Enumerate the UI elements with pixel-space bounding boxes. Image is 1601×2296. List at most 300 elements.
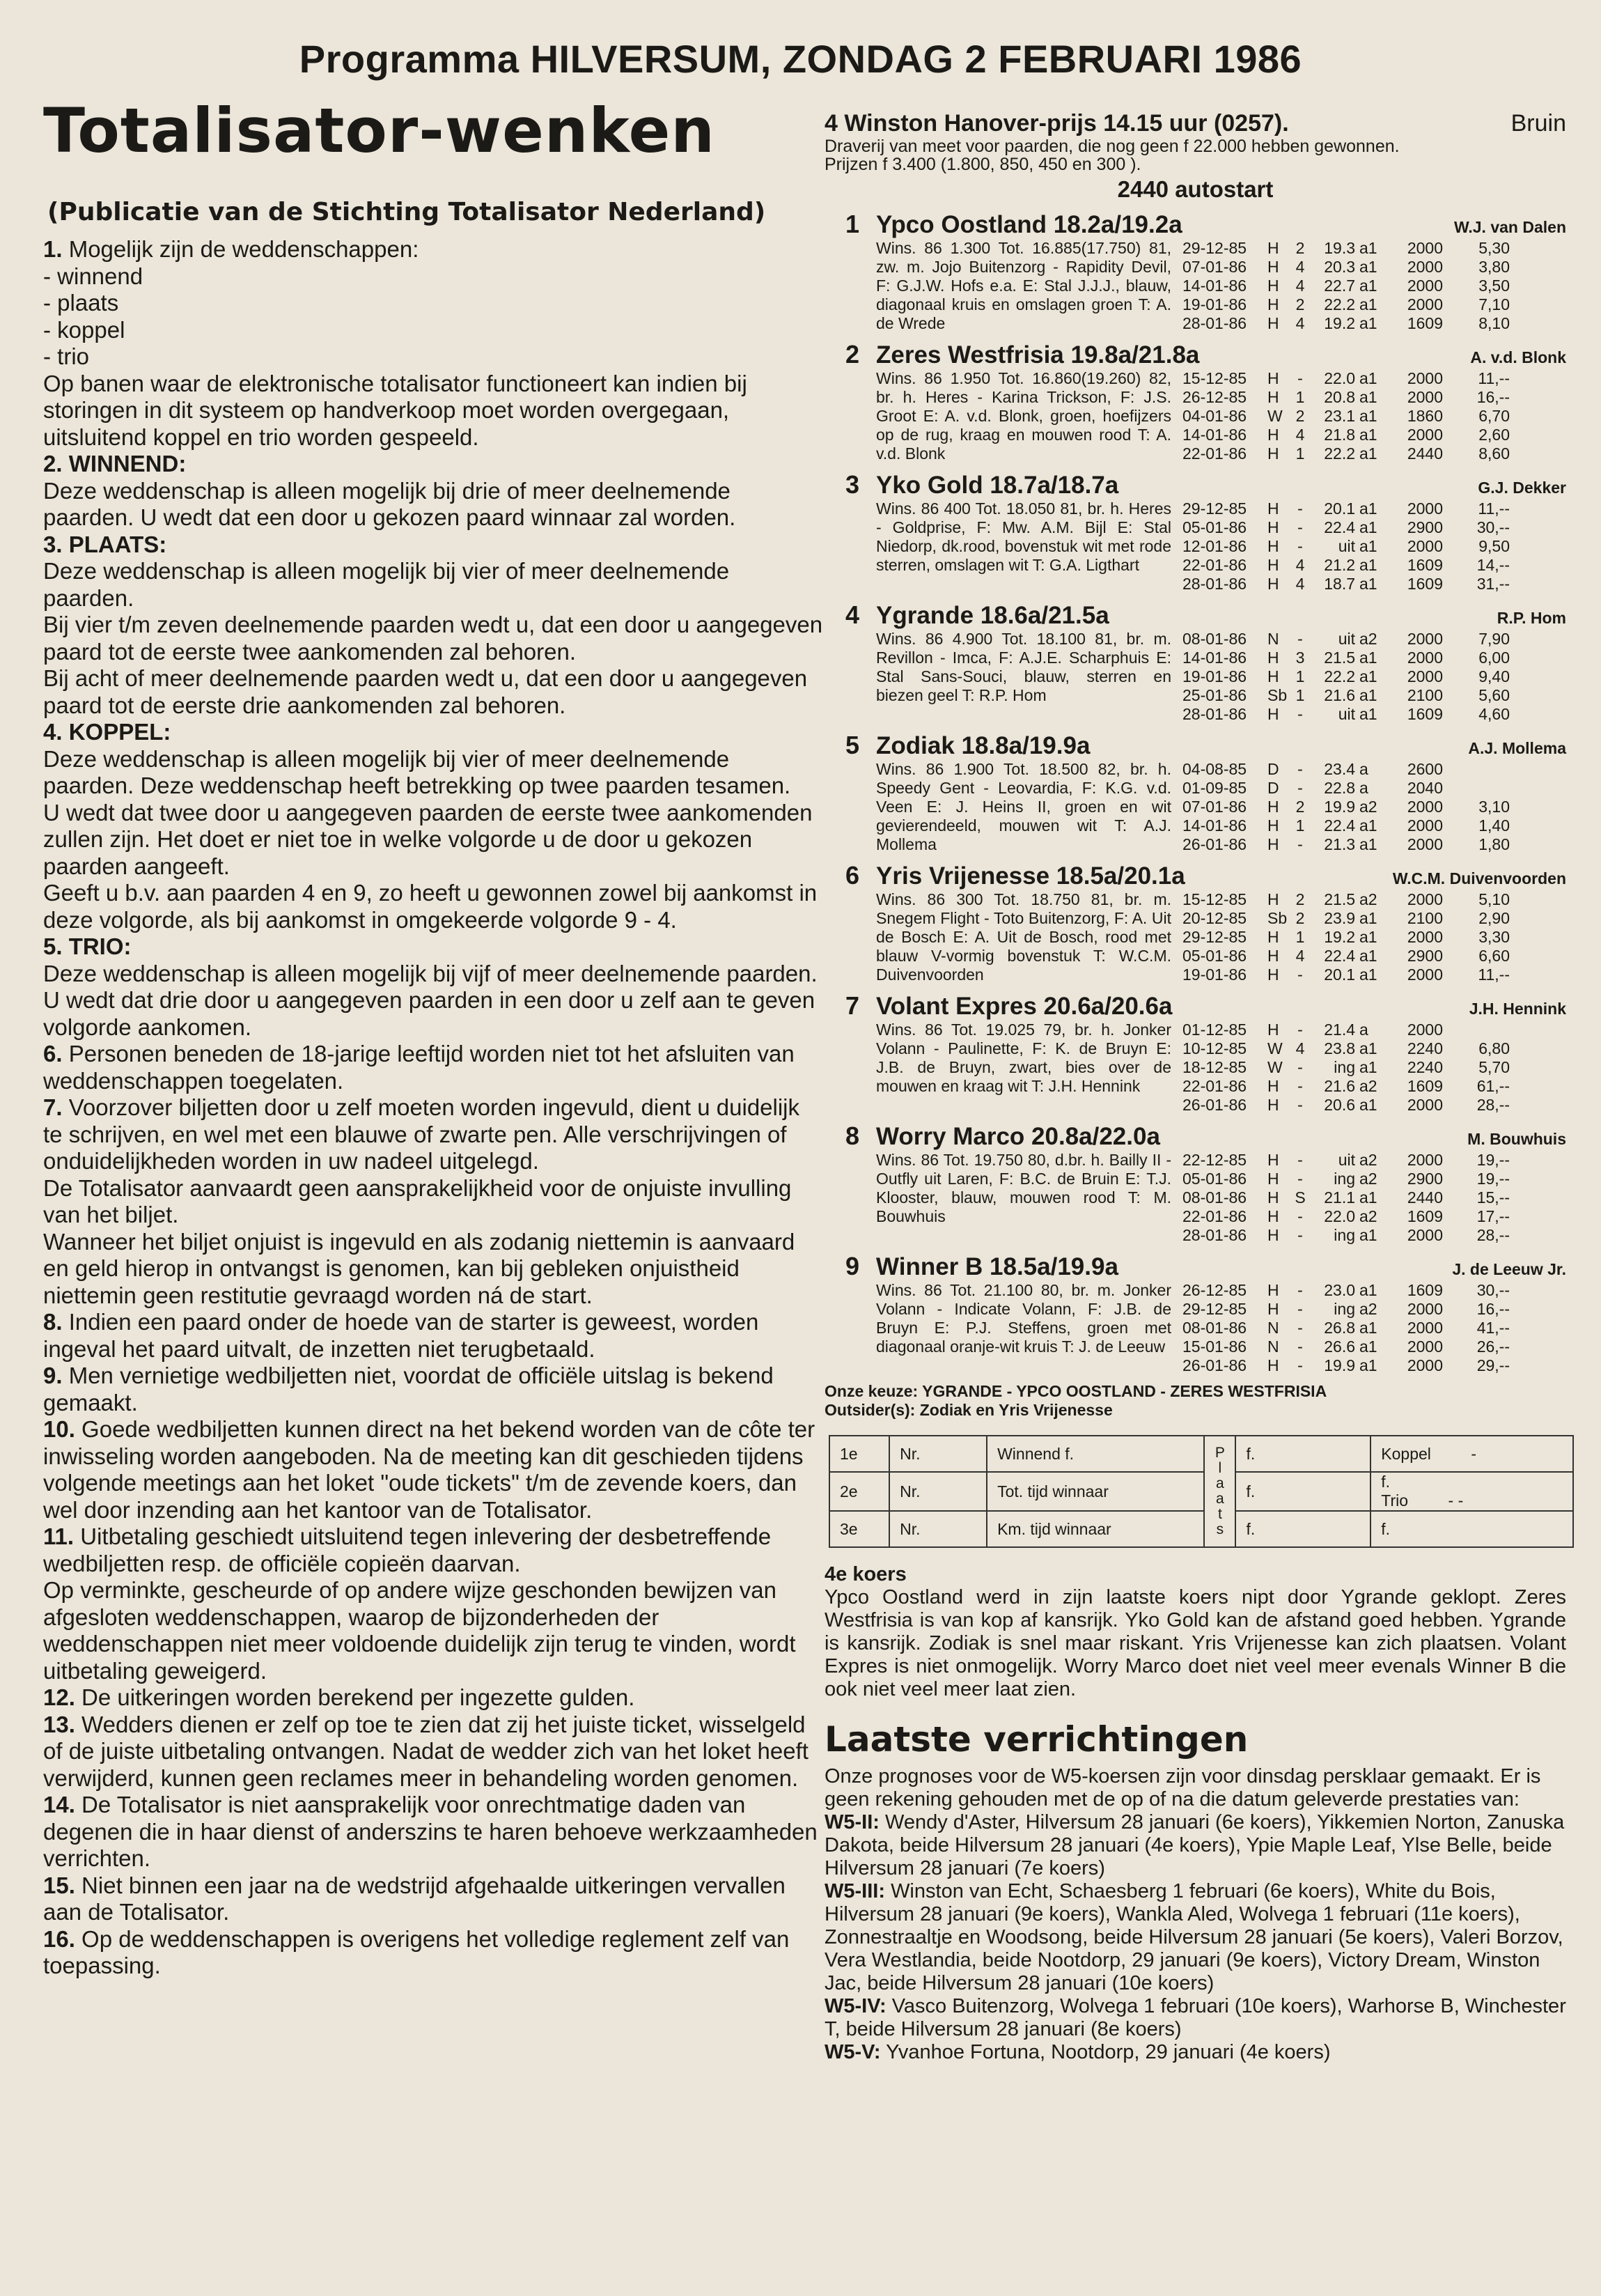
horse-trainer: W.C.M. Duivenvoorden [1392,869,1566,887]
perf-distance: 2000 [1407,388,1443,406]
horse-head [825,1252,1566,1281]
perf-odds: 6,00 [1478,649,1510,667]
rule-number: 11. [43,1523,75,1550]
race-analysis-heading: 4e koers [825,1563,907,1585]
perf-position: 2 [1295,239,1305,257]
perf-position: - [1297,1226,1303,1244]
perf-position: 4 [1295,426,1305,444]
plaats-letters: P l a a t s [1215,1445,1225,1537]
perf-odds: 11,-- [1478,369,1510,387]
performance-row [1182,426,1566,444]
w5-iv [825,1995,1566,2041]
perf-track: H [1267,1356,1279,1374]
perf-odds: 29,-- [1476,1356,1510,1374]
horse-number: 5 [845,731,860,759]
perf-position: - [1297,369,1303,387]
horse-name: Yris Vrijenesse 18.5a/20.1a [876,862,1185,890]
perf-start: a1 [1359,314,1377,332]
tot-tijd-cell: Tot. tijd winnaar [987,1472,1204,1511]
perf-date: 05-01-86 [1182,1170,1247,1188]
perf-position: 4 [1295,314,1305,332]
perf-odds: 1,80 [1478,835,1510,853]
race-header [825,110,1566,137]
perf-start: a1 [1359,1058,1377,1076]
performance-row [1182,258,1566,277]
rule-text: Mogelijk zijn de weddenschappen: [68,236,419,263]
perf-track: Sb [1267,686,1288,704]
perf-position: - [1297,1356,1303,1374]
perf-start: a1 [1359,499,1377,518]
rule-15 [43,1872,823,1926]
perf-position: 2 [1295,890,1305,908]
totalisator-title: Totalisator-wenken [43,95,715,166]
horse-number: 9 [845,1252,860,1280]
perf-start: a1 [1359,518,1377,536]
perf-start: a2 [1359,890,1377,908]
perf-time: 18.7 [1324,575,1355,593]
performance-row [1182,1170,1566,1188]
horse-head [825,470,1566,499]
w5-text: Winston van Echt, Schaesberg 1 februari (6e koers), White du Bois, Hilversum 28 januari (9e koers), Wankla Aled, Wolvega 1 februari (11e koers), Zonnestraaltje en Woodsong, beide Hilversum 28 januari (5e koers), Valeri Borzov, Vera Westlandia, beide Nootdorp, 29 januari (9e koers), Victory Dream, Winston Jac, beide Hilversum 28 januari (10e koers) [825,1880,1563,1994]
perf-track: H [1267,499,1279,518]
perf-track: H [1267,705,1279,723]
perf-time: 21.8 [1324,426,1355,444]
perf-odds: 41,-- [1476,1319,1510,1337]
perf-odds: 16,-- [1476,388,1510,406]
performance-row [1182,1319,1566,1337]
perf-time: 21.6 [1324,686,1355,704]
perf-track: H [1267,258,1279,276]
perf-start: a1 [1359,1356,1377,1374]
perf-start: a1 [1359,1188,1377,1207]
rule-number: 7. [43,1094,63,1121]
perf-time: 26.6 [1324,1337,1355,1356]
perf-track: H [1267,1096,1279,1114]
perf-position: 1 [1295,388,1305,406]
rule-text: De Totalisator is niet aansprakelijk voor onrechtmatige daden van degenen die in haar dienst of anderszins te haren behoeve werkzaamheden verrichten. [43,1792,818,1872]
perf-date: 07-01-86 [1182,258,1247,276]
horse-pedigree: Wins. 86 300 Tot. 18.750 81, br. m. Snegem Flight - Toto Buitenzorg, F: A. Uit de Bosch E: A. Uit de Bosch, rood met blauw V-vormig bovenstuk T: W.C.M. Duivenvoorden [876,890,1171,984]
perf-time: 22.4 [1324,947,1355,965]
perf-track: H [1267,649,1279,667]
perf-date: 07-01-86 [1182,798,1247,816]
rule-number: 6. [43,1041,63,1067]
rule-number: 12. [43,1684,75,1711]
perf-position: 4 [1295,277,1305,295]
perf-track: D [1267,779,1279,797]
our-choice: Onze keuze: YGRANDE - YPCO OOSTLAND - ZERES WESTFRISIA [825,1382,1327,1400]
rule-3-text: Bij vier t/m zeven deelnemende paarden wedt u, dat een door u aangegeven paard tot de eerste twee aankomenden zal behoren. [43,612,823,665]
perf-start: a1 [1359,909,1377,927]
perf-date: 22-01-86 [1182,1077,1247,1095]
perf-odds: 6,80 [1478,1039,1510,1057]
performance-row [1182,1077,1566,1096]
perf-time: 19.9 [1324,1356,1355,1374]
result-table [829,1435,1574,1548]
performance-row [1182,816,1566,835]
perf-date: 26-01-86 [1182,835,1247,853]
perf-date: 05-01-86 [1182,518,1247,536]
perf-odds: 2,60 [1478,426,1510,444]
performance-row [1182,835,1566,854]
horse-head [825,210,1566,239]
perf-date: 25-01-86 [1182,686,1247,704]
performance-row [1182,779,1566,798]
perf-date: 28-01-86 [1182,1226,1247,1244]
race-analysis-text: Ypco Oostland werd in zijn laatste koers nipt door Ygrande geklopt. Zeres Westfrisia is van kop af kansrijk. Yko Gold kan de afstand goed hebben. Ygrande is kansrijk. Zodiak is snel maar riskant. Yris Vrijenesse kan zich plaatsen. Volant Expres is niet onmogelijk. Worry Marco doet niet veel meer evenals Winner B die ook niet veel meer laat zien. [825,1586,1566,1700]
perf-time: uit [1338,537,1355,555]
horse-entry [825,731,1566,854]
perf-distance: 2240 [1407,1039,1443,1057]
perf-track: H [1267,556,1279,574]
perf-track: H [1267,426,1279,444]
horse-name: Ypco Oostland 18.2a/19.2a [876,211,1182,238]
perf-time: 19.2 [1324,928,1355,946]
rule-number: 16. [43,1925,75,1952]
rule-1-extra: Op banen waar de elektronische totalisator functioneert kan indien bij storingen in dit systeem op handverkoop moet worden overgegaan, uitsluitend koppel en trio worden gespeeld. [43,370,747,450]
perf-track: H [1267,947,1279,965]
plaats-f-cell: f. [1235,1511,1370,1547]
left-column [43,95,823,1980]
perf-distance: 2000 [1407,630,1443,648]
perf-time: 20.3 [1324,258,1355,276]
perf-position: - [1297,1319,1303,1337]
perf-distance: 2440 [1407,444,1443,463]
horse-entry [825,861,1566,984]
performance-row [1182,1096,1566,1115]
perf-track: H [1267,928,1279,946]
perf-start: a1 [1359,928,1377,946]
race-distance: 2440 autostart [1117,176,1274,202]
perf-position: - [1297,1207,1303,1225]
perf-start: a1 [1359,369,1377,387]
perf-position: 1 [1295,816,1305,835]
w5-v [825,2041,1566,2064]
rule-3-heading: 3. PLAATS: [43,531,167,557]
perf-date: 19-01-86 [1182,965,1247,984]
perf-start: a1 [1359,444,1377,463]
perf-time: 21.4 [1324,1021,1355,1039]
rule-12 [43,1684,823,1712]
perf-position: - [1297,499,1303,518]
horse-trainer: J. de Leeuw Jr. [1452,1260,1566,1278]
perf-distance: 2000 [1407,1356,1443,1374]
perf-position: 1 [1295,928,1305,946]
perf-time: uit [1338,1151,1355,1169]
perf-odds: 5,30 [1478,239,1510,257]
perf-date: 28-01-86 [1182,314,1247,332]
performance-row [1182,1207,1566,1226]
perf-time: 19.3 [1324,239,1355,257]
perf-track: D [1267,760,1279,778]
rule-14 [43,1792,823,1872]
koppel-f: f. [1381,1473,1391,1491]
perf-distance: 2600 [1407,760,1443,778]
horse-body [876,1281,1566,1375]
laatste-title: Laatste verrichtingen [825,1719,1249,1760]
perf-odds: 11,-- [1478,499,1510,518]
perf-position: - [1297,518,1303,536]
perf-distance: 2000 [1407,499,1443,518]
perf-distance: 2000 [1407,277,1443,295]
perf-date: 01-12-85 [1182,1021,1247,1039]
performance-row [1182,314,1566,333]
perf-position: 4 [1295,556,1305,574]
perf-track: N [1267,1319,1279,1337]
perf-date: 12-01-86 [1182,537,1247,555]
perf-odds: 3,10 [1478,798,1510,816]
horse-number: 3 [845,470,860,499]
rule-7 [43,1094,823,1175]
performance-row [1182,277,1566,295]
rule-number: 15. [43,1872,75,1898]
perf-time: 20.8 [1324,388,1355,406]
perf-odds: 19,-- [1476,1151,1510,1169]
perf-distance: 2000 [1407,537,1443,555]
horse-list [825,210,1566,1375]
perf-position: - [1297,1021,1303,1039]
performance-row [1182,388,1566,407]
perf-track: W [1267,1039,1283,1057]
perf-start: a1 [1359,556,1377,574]
rule-text: Voorzover biljetten door u zelf moeten worden ingevuld, dient u duidelijk te schrijven, en wel met een blauwe of zwarte pen. Alle verschrijvingen of onduidelijkheden worden in uw nadeel uitgelegd. [43,1094,800,1174]
perf-odds: 14,-- [1476,556,1510,574]
perf-date: 29-12-85 [1182,239,1247,257]
perf-odds: 28,-- [1476,1096,1510,1114]
perf-distance: 2000 [1407,928,1443,946]
perf-start: a1 [1359,426,1377,444]
w5-ii [825,1811,1566,1880]
perf-time: 22.7 [1324,277,1355,295]
perf-track: H [1267,388,1279,406]
perf-track: H [1267,1207,1279,1225]
perf-track: H [1267,798,1279,816]
perf-start: a1 [1359,277,1377,295]
horse-pedigree: Wins. 86 Tot. 19.750 80, d.br. h. Bailly II - Outfly uit Laren, F: B.C. de Bruin E: T.J. Klooster, blauw, mouwen rood T: M. Bouwhuis [876,1151,1171,1225]
bet-item: - trio [43,343,89,370]
perf-start: a2 [1359,1170,1377,1188]
perf-position: 2 [1295,798,1305,816]
horse-performances [1171,499,1566,594]
perf-time: 21.2 [1324,556,1355,574]
perf-start: a1 [1359,816,1377,835]
horse-body [876,1151,1566,1245]
horse-trainer: M. Bouwhuis [1467,1130,1566,1148]
perf-track: H [1267,369,1279,387]
w5-text: Wendy d'Aster, Hilversum 28 januari (6e koers), Yikkemien Norton, Zanuska Dakota, beide Hilversum 28 januari (4e koers), Ypie Maple Leaf, Ylse Belle, beide Hilversum 28 januari (7e koers) [825,1811,1565,1879]
perf-odds: 4,60 [1478,705,1510,723]
perf-distance: 2000 [1407,965,1443,984]
w5-label: W5-II: [825,1811,880,1833]
perf-date: 08-01-86 [1182,630,1247,648]
horse-entry [825,340,1566,463]
perf-date: 26-01-86 [1182,1356,1247,1374]
rule-2-heading: 2. WINNEND: [43,451,187,477]
perf-odds: 6,60 [1478,947,1510,965]
horse-entry [825,991,1566,1115]
horse-body [876,239,1566,333]
performance-row [1182,947,1566,965]
perf-odds: 30,-- [1476,518,1510,536]
w5-label: W5-IV: [825,1995,887,2017]
horse-performances [1171,1281,1566,1375]
performance-row [1182,1281,1566,1300]
rank-cell: 2e [829,1472,889,1511]
perf-start: a [1359,760,1368,778]
perf-time: 19.9 [1324,798,1355,816]
performance-row [1182,1058,1566,1077]
performance-row [1182,1188,1566,1207]
perf-start: a1 [1359,705,1377,723]
perf-odds: 1,40 [1478,816,1510,835]
perf-odds: 2,90 [1478,909,1510,927]
horse-number: 1 [845,210,860,238]
perf-distance: 2000 [1407,890,1443,908]
rule-number: 10. [43,1416,75,1443]
perf-distance: 1609 [1407,1281,1443,1299]
horse-pedigree: Wins. 86 400 Tot. 18.050 81, br. h. Heres - Goldprise, F: Mw. A.M. Bijl E: Stal Niedorp, dk.rood, bovenstuk wit met rode sterren, omslagen wit T: G.A. Ligthart [876,499,1171,574]
perf-start: a2 [1359,798,1377,816]
race-prizes: Prijzen f 3.400 (1.800, 850, 450 en 300 ). [825,155,1141,174]
performance-row [1182,1039,1566,1058]
perf-odds: 30,-- [1476,1281,1510,1299]
perf-odds: 16,-- [1476,1300,1510,1318]
perf-odds [1443,779,1510,798]
perf-position: - [1297,537,1303,555]
horse-body [876,369,1566,463]
perf-distance: 2900 [1407,1170,1443,1188]
perf-track: W [1267,407,1283,425]
performance-row [1182,965,1566,984]
perf-distance: 2900 [1407,518,1443,536]
perf-date: 08-01-86 [1182,1188,1247,1207]
perf-odds: 11,-- [1478,965,1510,984]
rule-text: Men vernietige wedbiljetten niet, voordat de officiële uitslag is bekend gemaakt. [43,1363,774,1415]
w5-label: W5-V: [825,2041,881,2063]
rule-4-text: Geeft u b.v. aan paarden 4 en 9, zo heeft u gewonnen zowel bij aankomst in deze volgorde, als bij aankomst in omgekeerde volgorde 9 - 4. [43,880,818,933]
horse-pedigree: Wins. 86 1.950 Tot. 16.860(19.260) 82, br. h. Heres - Karina Trickson, F: J.S. Groot E: A. v.d. Blonk, groen, hoefijzers op de rug, kraag en mouwen rood T: A. v.d. Blonk [876,369,1171,463]
perf-date: 22-01-86 [1182,1207,1247,1225]
performance-row [1182,798,1566,816]
perf-position: - [1297,779,1303,797]
perf-distance: 2100 [1407,909,1443,927]
horse-head [825,600,1566,630]
perf-distance: 2000 [1407,1300,1443,1318]
w5-text: Yvanhoe Fortuna, Nootdorp, 29 januari (4e koers) [886,2041,1331,2063]
perf-time: 23.1 [1324,407,1355,425]
rule-number: 9. [43,1363,63,1389]
perf-start: a1 [1359,947,1377,965]
horse-entry [825,600,1566,724]
perf-start: a1 [1359,1319,1377,1337]
performance-row [1182,444,1566,463]
w5-text: Vasco Buitenzorg, Wolvega 1 februari (10e koers), Warhorse B, Winchester T, beide Hilversum 28 januari (8e koers) [825,1995,1566,2040]
totalisator-subtitle: (Publicatie van de Stichting Totalisator Nederland) [47,198,766,227]
horse-entry [825,1252,1566,1375]
horse-performances [1171,369,1566,463]
perf-odds: 3,30 [1478,928,1510,946]
horse-pedigree: Wins. 86 Tot. 19.025 79, br. h. Jonker Volann - Paulinette, F: K. de Bruyn E: J.B. de Bruyn, zwart, bies over de mouwen en kraag wit T: J.H. Hennink [876,1021,1171,1095]
perf-start: a1 [1359,965,1377,984]
performance-row [1182,1337,1566,1356]
perf-date: 19-01-86 [1182,295,1247,313]
rule-4-heading: 4. KOPPEL: [43,719,171,745]
perf-date: 26-12-85 [1182,1281,1247,1299]
nr-cell: Nr. [889,1436,987,1472]
perf-position: - [1297,965,1303,984]
trio-dashes: - - [1448,1491,1464,1510]
rule-text: De uitkeringen worden berekend per ingezette gulden. [81,1684,635,1711]
horse-name: Ygrande 18.6a/21.5a [876,602,1109,629]
perf-date: 26-12-85 [1182,388,1247,406]
perf-position: - [1297,1096,1303,1114]
performance-row [1182,369,1566,388]
perf-position: 1 [1295,667,1305,685]
outsiders: Outsider(s): Zodiak en Yris Vrijenesse [825,1401,1113,1419]
perf-track: H [1267,1077,1279,1095]
perf-position: 2 [1295,909,1305,927]
horse-head [825,1122,1566,1151]
perf-start: a2 [1359,1300,1377,1318]
rule-7-text: De Totalisator aanvaardt geen aansprakelijkheid voor de onjuiste invulling van het biljet. [43,1174,792,1228]
horse-performances [1171,239,1566,333]
horse-trainer: W.J. van Dalen [1453,218,1566,236]
perf-distance: 1609 [1407,1207,1443,1225]
perf-distance: 2900 [1407,947,1443,965]
perf-position: 2 [1295,407,1305,425]
perf-track: H [1267,835,1279,853]
perf-distance: 2000 [1407,816,1443,835]
perf-date: 14-01-86 [1182,816,1247,835]
rule-text: Uitbetaling geschiedt uitsluitend tegen inlevering der desbetreffende wedbiljetten resp. de officiële copieën daarvan. [43,1523,772,1576]
horse-trainer: J.H. Hennink [1469,1000,1566,1018]
horse-performances [1171,760,1566,854]
laatste-intro: Onze prognoses voor de W5-koersen zijn voor dinsdag persklaar gemaakt. Er is geen rekening gehouden met de op of na die datum geleverde prestaties van: [825,1765,1541,1810]
perf-start: a1 [1359,1096,1377,1114]
perf-time: 23.4 [1324,760,1355,778]
perf-start: a1 [1359,667,1377,685]
perf-track: H [1267,1188,1279,1207]
perf-odds [1443,760,1510,779]
perf-distance: 2000 [1407,239,1443,257]
trio-f-cell: f. [1370,1511,1573,1547]
perf-start: a2 [1359,1151,1377,1169]
perf-time: 21.5 [1324,890,1355,908]
horse-performances [1171,1151,1566,1245]
trio-line [1381,1491,1563,1510]
perf-distance: 2000 [1407,369,1443,387]
perf-start: a1 [1359,537,1377,555]
horse-performances [1171,630,1566,724]
perf-track: H [1267,518,1279,536]
rule-number: 1. [43,236,63,263]
perf-position: - [1297,1300,1303,1318]
rule-text: Op de weddenschappen is overigens het volledige reglement zelf van toepassing. [43,1925,790,1979]
perf-odds: 7,10 [1478,295,1510,313]
perf-date: 26-01-86 [1182,1096,1247,1114]
horse-trainer: R.P. Hom [1497,609,1566,627]
horse-body [876,1021,1566,1115]
perf-date: 19-01-86 [1182,667,1247,685]
performance-row [1182,649,1566,667]
race-title: 4 Winston Hanover-prijs 14.15 uur (0257). [825,110,1289,137]
rank-cell: 3e [829,1511,889,1547]
rule-11 [43,1523,823,1577]
rule-10 [43,1416,823,1523]
perf-date: 15-12-85 [1182,890,1247,908]
horse-head [825,340,1566,369]
perf-date: 22-01-86 [1182,556,1247,574]
